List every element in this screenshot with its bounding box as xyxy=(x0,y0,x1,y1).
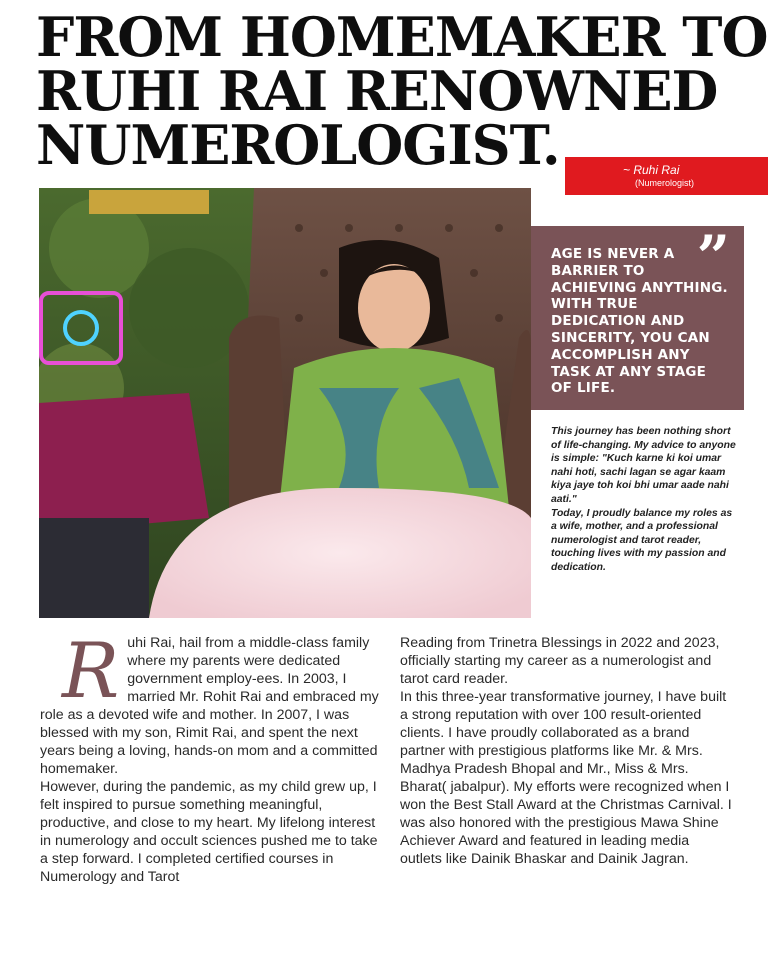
pull-quote xyxy=(531,223,744,410)
byline-role: (Numerologist) xyxy=(635,178,695,188)
headline-line-1: FROM HOMEMAKER TO xyxy=(36,5,768,69)
headline xyxy=(36,5,768,177)
side-paragraph-1: This journey has been nothing short of life-changing. My advice to anyone is simple: "Kuch karne ki koi umar nahi hoti, sachi lagan se agar kaam kiya jaye toh koi bhi umar aade nahi aati." xyxy=(551,426,736,505)
side-paragraph-2: Today, I proudly balance my roles as a wife, mother, and a professional numerologist and tarot reader, touching lives with my passion and dedication. xyxy=(551,507,733,573)
headline-line-2: RUHI RAI RENOWNED xyxy=(36,59,718,123)
article-column-2 xyxy=(400,634,732,868)
portrait-photo xyxy=(39,188,531,618)
article-paragraph-3: Reading from Trinetra Blessings in 2022 and 2023, officially starting my career as a numerologist and tarot card reader. xyxy=(400,635,720,687)
portrait-illustration xyxy=(39,188,531,618)
article-paragraph-1: uhi Rai, hail from a middle-class family where my parents were dedicated government employ-ees. In 2003, I married Mr. Rohit Rai and embraced my role as a devoted wife and mother. In 2007, I was blessed with my son, Rimit Rai, and spent the next years being a loving, hands-on mom and a committed homemaker. xyxy=(40,635,379,777)
article-paragraph-2: However, during the pandemic, as my child grew up, I felt inspired to pursue something meaningful, productive, and close to my heart. My lifelong interest in numerology and occult sciences pushed me to take a step forward. I completed certified courses in Numerology and Tarot xyxy=(40,779,378,885)
side-column xyxy=(551,425,736,575)
article-column-1 xyxy=(40,626,380,886)
quote-mark-icon: ” xyxy=(696,223,730,291)
byline-name: ~ Ruhi Rai xyxy=(623,163,680,177)
article-paragraph-4: In this three-year transformative journey, I have built a strong reputation with over 100 result-oriented clients. I have proudly collaborated as a brand partner with prestigious platforms like Mr. & Mrs. Madhya Pradesh Bhopal and Mr., Miss & Mrs. Bharat( jabalpur). My efforts were recognized when I won the Best Stall Award at the Christmas Carnival. I was also honored with the prestigious Mawa Shine Achiever Award and featured in leading media outlets like Dainik Bhaskar and Dainik Jagran. xyxy=(400,689,732,867)
drop-cap: R xyxy=(62,626,120,715)
byline-banner xyxy=(565,157,768,195)
pull-quote-text: AGE IS NEVER A BARRIER TO ACHIEVING ANYTHING. WITH TRUE DEDICATION AND SINCERITY, YOU CAN ACCOMPLISH ANY TASK AT ANY STAGE OF LIFE. xyxy=(551,246,728,397)
headline-line-3: NUMEROLOGIST. xyxy=(36,113,560,177)
